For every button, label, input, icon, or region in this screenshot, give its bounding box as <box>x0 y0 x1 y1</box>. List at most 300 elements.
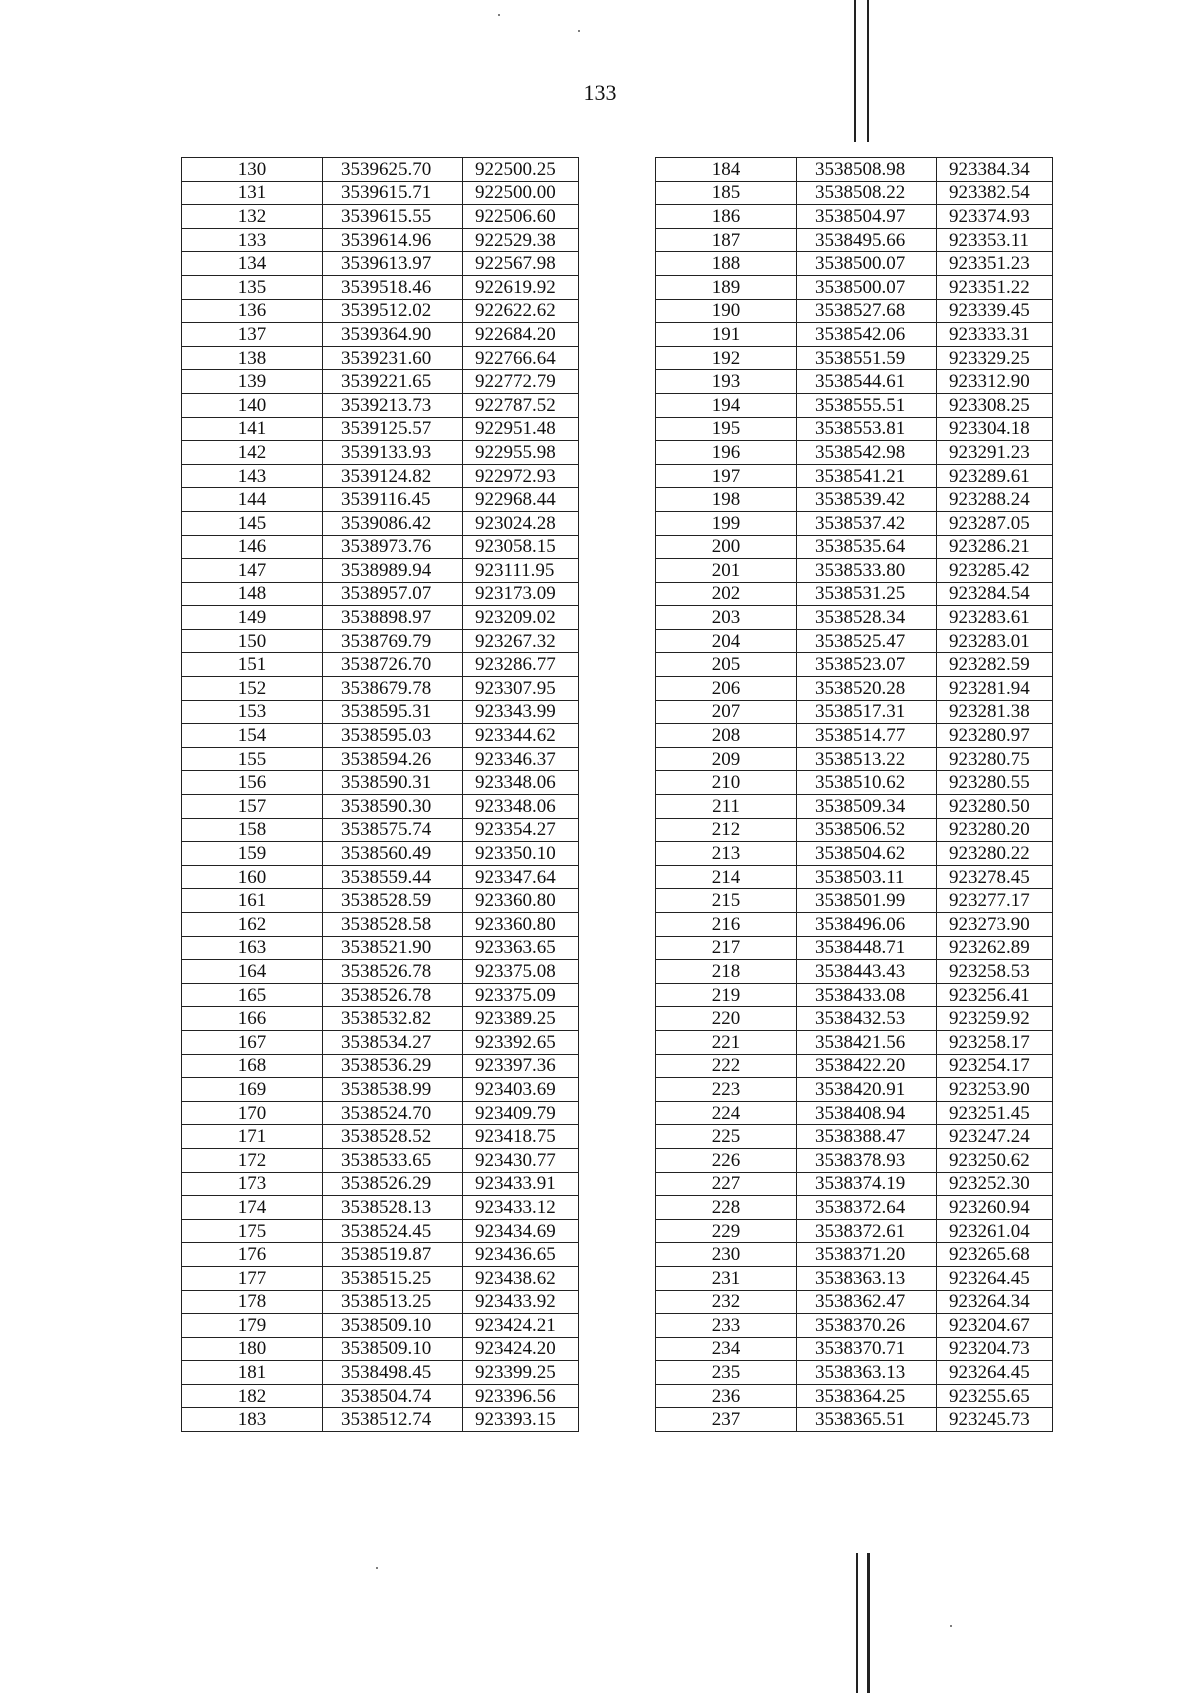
point-number-cell: 175 <box>182 1219 323 1243</box>
x-coordinate-cell: 3538527.68 <box>797 299 937 323</box>
x-coordinate-cell: 3538362.47 <box>797 1290 937 1314</box>
y-coordinate-cell: 923250.62 <box>937 1148 1053 1172</box>
y-coordinate-cell: 923392.65 <box>463 1030 579 1054</box>
y-coordinate-cell: 923353.11 <box>937 228 1053 252</box>
table-row <box>182 606 579 630</box>
table-row <box>182 936 579 960</box>
y-coordinate-cell: 923382.54 <box>937 181 1053 205</box>
point-number-cell: 214 <box>656 865 797 889</box>
x-coordinate-cell: 3538594.26 <box>323 747 463 771</box>
y-coordinate-cell: 923389.25 <box>463 1007 579 1031</box>
y-coordinate-cell: 923312.90 <box>937 370 1053 394</box>
x-coordinate-cell: 3538553.81 <box>797 417 937 441</box>
table-row <box>656 1266 1053 1290</box>
y-coordinate-cell: 923283.01 <box>937 629 1053 653</box>
x-coordinate-cell: 3539116.45 <box>323 488 463 512</box>
scan-binding-line <box>854 0 856 142</box>
point-number-cell: 190 <box>656 299 797 323</box>
y-coordinate-cell: 923259.92 <box>937 1007 1053 1031</box>
y-coordinate-cell: 923204.67 <box>937 1314 1053 1338</box>
point-number-cell: 180 <box>182 1337 323 1361</box>
point-number-cell: 185 <box>656 181 797 205</box>
x-coordinate-cell: 3538519.87 <box>323 1243 463 1267</box>
table-row <box>182 1361 579 1385</box>
y-coordinate-cell: 923264.45 <box>937 1266 1053 1290</box>
x-coordinate-cell: 3538509.34 <box>797 795 937 819</box>
table-row <box>182 1030 579 1054</box>
x-coordinate-cell: 3538498.45 <box>323 1361 463 1385</box>
point-number-cell: 178 <box>182 1290 323 1314</box>
table-row <box>182 181 579 205</box>
x-coordinate-cell: 3538520.28 <box>797 677 937 701</box>
y-coordinate-cell: 923424.20 <box>463 1337 579 1361</box>
point-number-cell: 159 <box>182 842 323 866</box>
y-coordinate-cell: 923253.90 <box>937 1078 1053 1102</box>
y-coordinate-cell: 923282.59 <box>937 653 1053 677</box>
x-coordinate-cell: 3538513.25 <box>323 1290 463 1314</box>
point-number-cell: 222 <box>656 1054 797 1078</box>
x-coordinate-cell: 3538528.59 <box>323 889 463 913</box>
point-number-cell: 155 <box>182 747 323 771</box>
point-number-cell: 182 <box>182 1384 323 1408</box>
table-row <box>182 889 579 913</box>
x-coordinate-cell: 3538524.45 <box>323 1219 463 1243</box>
point-number-cell: 191 <box>656 323 797 347</box>
y-coordinate-cell: 923354.27 <box>463 818 579 842</box>
table-row <box>182 724 579 748</box>
y-coordinate-cell: 923262.89 <box>937 936 1053 960</box>
y-coordinate-cell: 923251.45 <box>937 1101 1053 1125</box>
x-coordinate-cell: 3539125.57 <box>323 417 463 441</box>
point-number-cell: 130 <box>182 158 323 182</box>
table-row <box>182 464 579 488</box>
point-number-cell: 225 <box>656 1125 797 1149</box>
x-coordinate-cell: 3538523.07 <box>797 653 937 677</box>
x-coordinate-cell: 3538528.58 <box>323 913 463 937</box>
table-row <box>656 323 1053 347</box>
point-number-cell: 236 <box>656 1384 797 1408</box>
table-row <box>182 1243 579 1267</box>
point-number-cell: 202 <box>656 582 797 606</box>
table-row <box>656 1030 1053 1054</box>
point-number-cell: 170 <box>182 1101 323 1125</box>
point-number-cell: 160 <box>182 865 323 889</box>
x-coordinate-cell: 3538500.07 <box>797 252 937 276</box>
y-coordinate-cell: 923281.38 <box>937 700 1053 724</box>
point-number-cell: 179 <box>182 1314 323 1338</box>
point-number-cell: 173 <box>182 1172 323 1196</box>
scan-speck <box>578 30 580 32</box>
table-row <box>182 771 579 795</box>
y-coordinate-cell: 923397.36 <box>463 1054 579 1078</box>
point-number-cell: 134 <box>182 252 323 276</box>
x-coordinate-cell: 3538769.79 <box>323 629 463 653</box>
point-number-cell: 200 <box>656 535 797 559</box>
table-row <box>656 771 1053 795</box>
point-number-cell: 206 <box>656 677 797 701</box>
point-number-cell: 231 <box>656 1266 797 1290</box>
point-number-cell: 172 <box>182 1148 323 1172</box>
point-number-cell: 227 <box>656 1172 797 1196</box>
table-row <box>656 346 1053 370</box>
table-row <box>656 1196 1053 1220</box>
x-coordinate-cell: 3538408.94 <box>797 1101 937 1125</box>
table-row <box>182 323 579 347</box>
x-coordinate-cell: 3538542.06 <box>797 323 937 347</box>
point-number-cell: 220 <box>656 1007 797 1031</box>
x-coordinate-cell: 3538422.20 <box>797 1054 937 1078</box>
table-row <box>182 1196 579 1220</box>
x-coordinate-cell: 3538515.25 <box>323 1266 463 1290</box>
point-number-cell: 188 <box>656 252 797 276</box>
x-coordinate-cell: 3538501.99 <box>797 889 937 913</box>
point-number-cell: 201 <box>656 559 797 583</box>
table-row <box>182 346 579 370</box>
table-row <box>656 983 1053 1007</box>
point-number-cell: 192 <box>656 346 797 370</box>
table-row <box>656 818 1053 842</box>
scan-binding-line <box>856 1553 858 1693</box>
x-coordinate-cell: 3538513.22 <box>797 747 937 771</box>
x-coordinate-cell: 3539124.82 <box>323 464 463 488</box>
point-number-cell: 177 <box>182 1266 323 1290</box>
table-row <box>656 889 1053 913</box>
table-row <box>182 370 579 394</box>
x-coordinate-cell: 3538536.29 <box>323 1054 463 1078</box>
x-coordinate-cell: 3538504.62 <box>797 842 937 866</box>
point-number-cell: 131 <box>182 181 323 205</box>
x-coordinate-cell: 3538420.91 <box>797 1078 937 1102</box>
x-coordinate-cell: 3539364.90 <box>323 323 463 347</box>
table-row <box>182 1054 579 1078</box>
point-number-cell: 205 <box>656 653 797 677</box>
point-number-cell: 210 <box>656 771 797 795</box>
y-coordinate-cell: 922619.92 <box>463 275 579 299</box>
scan-binding-line <box>867 1553 870 1693</box>
x-coordinate-cell: 3538509.10 <box>323 1337 463 1361</box>
point-number-cell: 164 <box>182 960 323 984</box>
table-row <box>656 205 1053 229</box>
point-number-cell: 237 <box>656 1408 797 1432</box>
x-coordinate-cell: 3538510.62 <box>797 771 937 795</box>
table-row <box>182 1290 579 1314</box>
y-coordinate-cell: 923396.56 <box>463 1384 579 1408</box>
point-number-cell: 157 <box>182 795 323 819</box>
point-number-cell: 230 <box>656 1243 797 1267</box>
point-number-cell: 186 <box>656 205 797 229</box>
table-row <box>182 913 579 937</box>
table-row <box>182 511 579 535</box>
y-coordinate-cell: 923329.25 <box>937 346 1053 370</box>
y-coordinate-cell: 922968.44 <box>463 488 579 512</box>
x-coordinate-cell: 3538528.52 <box>323 1125 463 1149</box>
point-number-cell: 203 <box>656 606 797 630</box>
y-coordinate-cell: 923348.06 <box>463 795 579 819</box>
table-row <box>656 1408 1053 1432</box>
point-number-cell: 152 <box>182 677 323 701</box>
table-row <box>656 795 1053 819</box>
table-row <box>182 1125 579 1149</box>
x-coordinate-cell: 3539133.93 <box>323 441 463 465</box>
point-number-cell: 198 <box>656 488 797 512</box>
y-coordinate-cell: 923286.77 <box>463 653 579 677</box>
point-number-cell: 223 <box>656 1078 797 1102</box>
point-number-cell: 132 <box>182 205 323 229</box>
point-number-cell: 181 <box>182 1361 323 1385</box>
table-row <box>656 441 1053 465</box>
point-number-cell: 221 <box>656 1030 797 1054</box>
point-number-cell: 217 <box>656 936 797 960</box>
y-coordinate-cell: 923433.91 <box>463 1172 579 1196</box>
table-row <box>182 275 579 299</box>
x-coordinate-cell: 3538555.51 <box>797 393 937 417</box>
point-number-cell: 139 <box>182 370 323 394</box>
y-coordinate-cell: 923058.15 <box>463 535 579 559</box>
y-coordinate-cell: 923424.21 <box>463 1314 579 1338</box>
y-coordinate-cell: 922951.48 <box>463 417 579 441</box>
table-row <box>182 299 579 323</box>
page-number: 133 <box>583 80 617 105</box>
point-number-cell: 189 <box>656 275 797 299</box>
x-coordinate-cell: 3538533.80 <box>797 559 937 583</box>
x-coordinate-cell: 3538525.47 <box>797 629 937 653</box>
point-number-cell: 234 <box>656 1337 797 1361</box>
table-row <box>182 747 579 771</box>
x-coordinate-cell: 3538517.31 <box>797 700 937 724</box>
table-row <box>182 1148 579 1172</box>
y-coordinate-cell: 922622.62 <box>463 299 579 323</box>
table-row <box>182 983 579 1007</box>
point-number-cell: 193 <box>656 370 797 394</box>
table-row <box>182 677 579 701</box>
x-coordinate-cell: 3538363.13 <box>797 1361 937 1385</box>
table-row <box>656 913 1053 937</box>
x-coordinate-cell: 3538370.26 <box>797 1314 937 1338</box>
y-coordinate-cell: 923267.32 <box>463 629 579 653</box>
x-coordinate-cell: 3539613.97 <box>323 252 463 276</box>
table-row <box>656 158 1053 182</box>
scan-speck <box>376 1567 378 1569</box>
x-coordinate-cell: 3538506.52 <box>797 818 937 842</box>
table-row <box>182 582 579 606</box>
y-coordinate-cell: 923285.42 <box>937 559 1053 583</box>
table-row <box>656 724 1053 748</box>
y-coordinate-cell: 923351.23 <box>937 252 1053 276</box>
table-row <box>182 960 579 984</box>
x-coordinate-cell: 3538378.93 <box>797 1148 937 1172</box>
table-row <box>182 1078 579 1102</box>
table-row <box>182 441 579 465</box>
x-coordinate-cell: 3538504.74 <box>323 1384 463 1408</box>
x-coordinate-cell: 3538503.11 <box>797 865 937 889</box>
point-number-cell: 142 <box>182 441 323 465</box>
x-coordinate-cell: 3539512.02 <box>323 299 463 323</box>
table-row <box>656 1007 1053 1031</box>
point-number-cell: 226 <box>656 1148 797 1172</box>
x-coordinate-cell: 3538363.13 <box>797 1266 937 1290</box>
table-row <box>656 299 1053 323</box>
table-row <box>182 1219 579 1243</box>
y-coordinate-cell: 923280.22 <box>937 842 1053 866</box>
point-number-cell: 194 <box>656 393 797 417</box>
x-coordinate-cell: 3538957.07 <box>323 582 463 606</box>
y-coordinate-cell: 923255.65 <box>937 1384 1053 1408</box>
y-coordinate-cell: 923375.09 <box>463 983 579 1007</box>
y-coordinate-cell: 922529.38 <box>463 228 579 252</box>
point-number-cell: 199 <box>656 511 797 535</box>
y-coordinate-cell: 923308.25 <box>937 393 1053 417</box>
y-coordinate-cell: 923265.68 <box>937 1243 1053 1267</box>
y-coordinate-cell: 923254.17 <box>937 1054 1053 1078</box>
y-coordinate-cell: 923344.62 <box>463 724 579 748</box>
point-number-cell: 176 <box>182 1243 323 1267</box>
table-row <box>656 1054 1053 1078</box>
point-number-cell: 196 <box>656 441 797 465</box>
y-coordinate-cell: 923418.75 <box>463 1125 579 1149</box>
y-coordinate-cell: 923436.65 <box>463 1243 579 1267</box>
x-coordinate-cell: 3538448.71 <box>797 936 937 960</box>
y-coordinate-cell: 923351.22 <box>937 275 1053 299</box>
y-coordinate-cell: 923264.34 <box>937 1290 1053 1314</box>
y-coordinate-cell: 923409.79 <box>463 1101 579 1125</box>
x-coordinate-cell: 3539221.65 <box>323 370 463 394</box>
y-coordinate-cell: 923258.53 <box>937 960 1053 984</box>
table-row <box>656 747 1053 771</box>
y-coordinate-cell: 923433.92 <box>463 1290 579 1314</box>
point-number-cell: 148 <box>182 582 323 606</box>
x-coordinate-cell: 3538973.76 <box>323 535 463 559</box>
scan-binding-line <box>867 0 869 142</box>
y-coordinate-cell: 923287.05 <box>937 511 1053 535</box>
table-row <box>656 181 1053 205</box>
x-coordinate-cell: 3538388.47 <box>797 1125 937 1149</box>
point-number-cell: 218 <box>656 960 797 984</box>
x-coordinate-cell: 3538512.74 <box>323 1408 463 1432</box>
table-row <box>182 865 579 889</box>
table-row <box>656 606 1053 630</box>
y-coordinate-cell: 923374.93 <box>937 205 1053 229</box>
x-coordinate-cell: 3538509.10 <box>323 1314 463 1338</box>
point-number-cell: 150 <box>182 629 323 653</box>
y-coordinate-cell: 923347.64 <box>463 865 579 889</box>
x-coordinate-cell: 3538521.90 <box>323 936 463 960</box>
scan-speck <box>950 1625 952 1627</box>
x-coordinate-cell: 3538544.61 <box>797 370 937 394</box>
point-number-cell: 233 <box>656 1314 797 1338</box>
point-number-cell: 147 <box>182 559 323 583</box>
x-coordinate-cell: 3539213.73 <box>323 393 463 417</box>
x-coordinate-cell: 3538533.65 <box>323 1148 463 1172</box>
point-number-cell: 135 <box>182 275 323 299</box>
x-coordinate-cell: 3538443.43 <box>797 960 937 984</box>
table-row <box>656 582 1053 606</box>
y-coordinate-cell: 923289.61 <box>937 464 1053 488</box>
y-coordinate-cell: 923348.06 <box>463 771 579 795</box>
table-row <box>182 653 579 677</box>
x-coordinate-cell: 3538514.77 <box>797 724 937 748</box>
point-number-cell: 133 <box>182 228 323 252</box>
x-coordinate-cell: 3538526.29 <box>323 1172 463 1196</box>
x-coordinate-cell: 3538370.71 <box>797 1337 937 1361</box>
table-row <box>656 936 1053 960</box>
point-number-cell: 213 <box>656 842 797 866</box>
y-coordinate-cell: 923204.73 <box>937 1337 1053 1361</box>
table-row <box>656 629 1053 653</box>
y-coordinate-cell: 923291.23 <box>937 441 1053 465</box>
x-coordinate-cell: 3538500.07 <box>797 275 937 299</box>
point-number-cell: 232 <box>656 1290 797 1314</box>
point-number-cell: 141 <box>182 417 323 441</box>
point-number-cell: 183 <box>182 1408 323 1432</box>
y-coordinate-cell: 922787.52 <box>463 393 579 417</box>
y-coordinate-cell: 923283.61 <box>937 606 1053 630</box>
point-number-cell: 195 <box>656 417 797 441</box>
point-number-cell: 151 <box>182 653 323 677</box>
x-coordinate-cell: 3538590.30 <box>323 795 463 819</box>
x-coordinate-cell: 3539518.46 <box>323 275 463 299</box>
y-coordinate-cell: 923260.94 <box>937 1196 1053 1220</box>
y-coordinate-cell: 923430.77 <box>463 1148 579 1172</box>
y-coordinate-cell: 923350.10 <box>463 842 579 866</box>
table-row <box>182 795 579 819</box>
point-number-cell: 228 <box>656 1196 797 1220</box>
point-number-cell: 168 <box>182 1054 323 1078</box>
x-coordinate-cell: 3538372.64 <box>797 1196 937 1220</box>
y-coordinate-cell: 923173.09 <box>463 582 579 606</box>
y-coordinate-cell: 923363.65 <box>463 936 579 960</box>
table-row <box>656 1148 1053 1172</box>
point-number-cell: 211 <box>656 795 797 819</box>
x-coordinate-cell: 3538495.66 <box>797 228 937 252</box>
table-row <box>182 1172 579 1196</box>
y-coordinate-cell: 923264.45 <box>937 1361 1053 1385</box>
table-row <box>656 464 1053 488</box>
y-coordinate-cell: 923280.75 <box>937 747 1053 771</box>
x-coordinate-cell: 3538532.82 <box>323 1007 463 1031</box>
point-number-cell: 229 <box>656 1219 797 1243</box>
x-coordinate-cell: 3538590.31 <box>323 771 463 795</box>
point-number-cell: 153 <box>182 700 323 724</box>
point-number-cell: 209 <box>656 747 797 771</box>
table-row <box>182 629 579 653</box>
point-number-cell: 158 <box>182 818 323 842</box>
y-coordinate-cell: 923252.30 <box>937 1172 1053 1196</box>
table-row <box>182 252 579 276</box>
x-coordinate-cell: 3538508.98 <box>797 158 937 182</box>
x-coordinate-cell: 3538551.59 <box>797 346 937 370</box>
x-coordinate-cell: 3538496.06 <box>797 913 937 937</box>
y-coordinate-cell: 923304.18 <box>937 417 1053 441</box>
x-coordinate-cell: 3538526.78 <box>323 983 463 1007</box>
point-number-cell: 138 <box>182 346 323 370</box>
x-coordinate-cell: 3539615.71 <box>323 181 463 205</box>
y-coordinate-cell: 923245.73 <box>937 1408 1053 1432</box>
table-row <box>656 700 1053 724</box>
point-number-cell: 136 <box>182 299 323 323</box>
x-coordinate-cell: 3538679.78 <box>323 677 463 701</box>
y-coordinate-cell: 922972.93 <box>463 464 579 488</box>
table-row <box>656 677 1053 701</box>
x-coordinate-cell: 3538504.97 <box>797 205 937 229</box>
coordinate-table-left <box>181 157 579 1432</box>
table-row <box>656 275 1053 299</box>
y-coordinate-cell: 923277.17 <box>937 889 1053 913</box>
x-coordinate-cell: 3538538.99 <box>323 1078 463 1102</box>
y-coordinate-cell: 923280.20 <box>937 818 1053 842</box>
point-number-cell: 187 <box>656 228 797 252</box>
x-coordinate-cell: 3538534.27 <box>323 1030 463 1054</box>
table-row <box>656 393 1053 417</box>
